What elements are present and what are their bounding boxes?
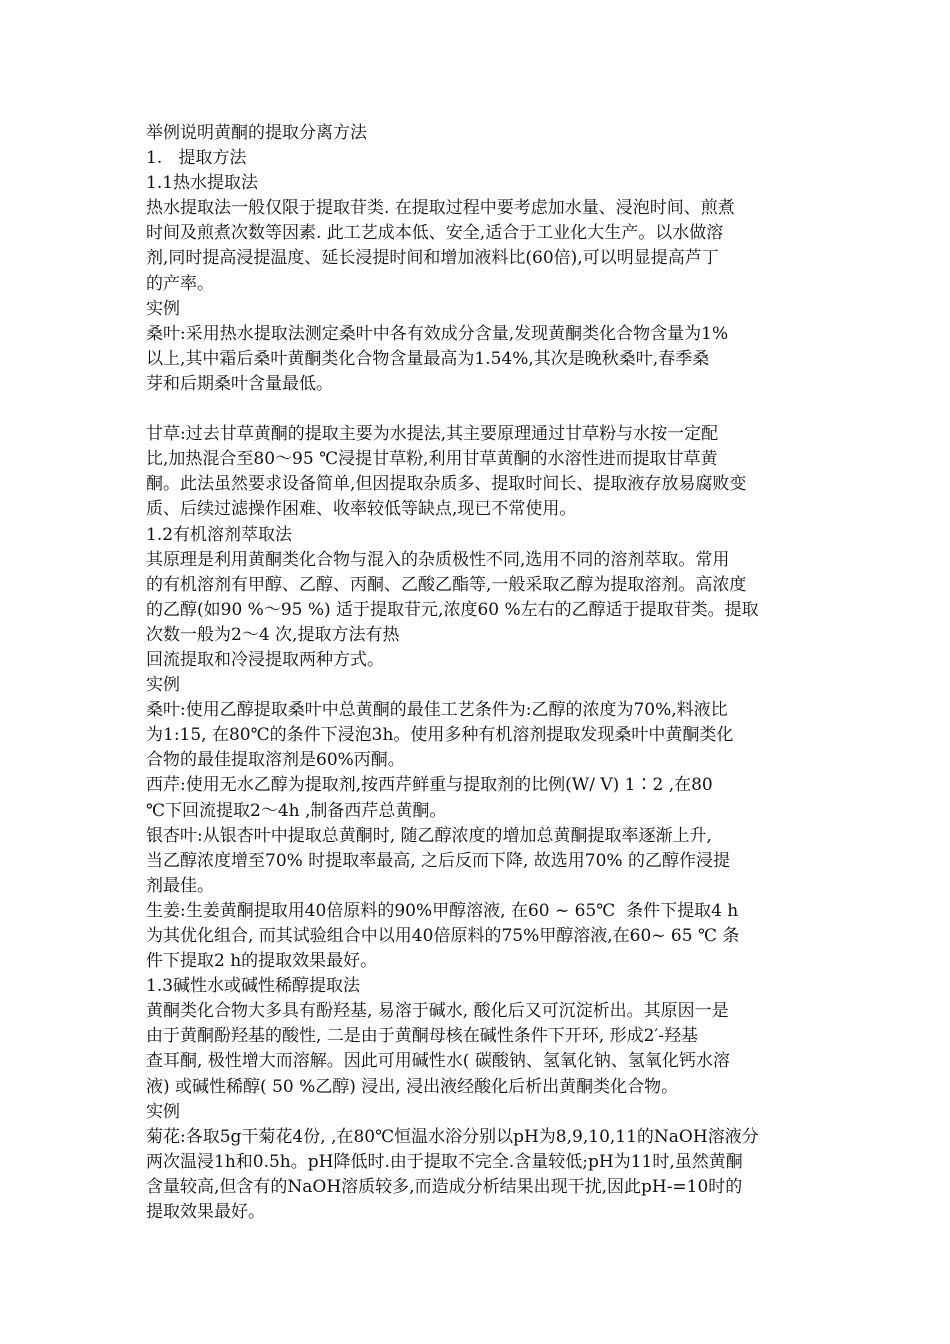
text-line: 为其优化组合, 而其试验组合中以用40倍原料的75%甲醇溶液,在60~ 65 ℃ 条 — [146, 926, 740, 946]
text-line: 实例 — [146, 298, 180, 319]
text-line: 其原理是利用黄酮类化合物与混入的杂质极性不同,选用不同的溶剂萃取。常用 — [146, 549, 730, 570]
text-line: 酮。此法虽然要求设备简单,但因提取杂质多、提取时间长、提取液存放易腐败变 — [146, 474, 747, 495]
text-line: 比,加热混合至80～95 ℃浸提甘草粉,利用甘草黄酮的水溶性进而提取甘草黄 — [146, 449, 718, 470]
text-line: 提取效果最好。 — [146, 1202, 265, 1223]
document-body — [146, 121, 806, 1225]
text-line: 的乙醇(如90 %～95 %) 适于提取苷元,浓度60 %左右的乙醇适于提取苷类。提取 — [146, 599, 759, 620]
text-line: 时间及煎煮次数等因素. 此工艺成本低、安全,适合于工业化大生产。以水做溶 — [146, 223, 724, 244]
text-line: 含量较高,但含有的NaOH溶质较多,而造成分析结果出现干扰,因此pH-=10时的 — [146, 1176, 743, 1197]
text-line: 银杏叶:从银杏叶中提取总黄酮时, 随乙醇浓度的增加总黄酮提取率逐渐上升, — [146, 825, 712, 846]
text-line: 的有机溶剂有甲醇、乙醇、丙酮、乙酸乙酯等,一般采取乙醇为提取溶剂。高浓度 — [146, 574, 747, 595]
text-line: 生姜:生姜黄酮提取用40倍原料的90%甲醇溶液, 在60 ~ 65℃ 条件下提取4 h — [146, 900, 739, 921]
text-line: 剂,同时提高浸提温度、延长浸提时间和增加液料比(60倍),可以明显提高芦丁 — [146, 248, 719, 269]
text-line: 为1:15, 在80℃的条件下浸泡3h。使用多种有机溶剂提取发现桑叶中黄酮类化 — [146, 725, 734, 746]
text-line: 以上,其中霜后桑叶黄酮类化合物含量最高为1.54%,其次是晚秋桑叶,春季桑 — [146, 348, 710, 369]
text-line: 菊花:各取5g干菊花4份, ,在80℃恒温水浴分别以pH为8,9,10,11的NaOH溶液分 — [146, 1126, 759, 1147]
text-line: 实例 — [146, 1101, 180, 1122]
text-line: 桑叶:使用乙醇提取桑叶中总黄酮的最佳工艺条件为:乙醇的浓度为70%,料液比 — [146, 700, 728, 721]
text-line: 1.3碱性水或碱性稀醇提取法 — [146, 976, 361, 997]
text-line: 次数一般为2～4 次,提取方法有热 — [146, 624, 400, 645]
text-line: 件下提取2 h的提取效果最好。 — [146, 951, 378, 972]
text-line: 当乙醇浓度增至70% 时提取率最高, 之后反而下降, 故选用70% 的乙醇作浸提 — [146, 850, 730, 871]
text-line: 举例说明黄酮的提取分离方法 — [146, 123, 367, 143]
text-line: 1.2有机溶剂萃取法 — [146, 524, 293, 545]
text-line: 两次温浸1h和0.5h。pH降低时.由于提取不完全.含量较低;pH为11时,虽然黄酮 — [146, 1151, 743, 1172]
text-line: 质、后续过滤操作困难、收率较低等缺点,现已不常使用。 — [146, 499, 577, 520]
text-line: 黄酮类化合物大多具有酚羟基, 易溶于碱水, 酸化后又可沉淀析出。其原因一是 — [146, 1001, 729, 1022]
text-line: 1.1热水提取法 — [146, 173, 259, 194]
text-line: ℃下回流提取2～4h ,制备西芹总黄酮。 — [146, 800, 447, 821]
text-line: 1. 提取方法 — [146, 148, 247, 169]
text-line: 芽和后期桑叶含量最低。 — [146, 373, 333, 394]
text-line: 液) 或碱性稀醇( 50 %乙醇) 浸出, 浸出液经酸化后析出黄酮类化合物。 — [146, 1076, 679, 1097]
text-line: 的产率。 — [146, 273, 214, 294]
blank-line — [146, 397, 806, 422]
text-line: 实例 — [146, 675, 180, 696]
text-line: 热水提取法一般仅限于提取苷类. 在提取过程中要考虑加水量、浸泡时间、煎煮 — [146, 198, 735, 219]
text-line: 甘草:过去甘草黄酮的提取主要为水提法,其主要原理通过甘草粉与水按一定配 — [146, 424, 719, 445]
text-line: 桑叶:采用热水提取法测定桑叶中各有效成分含量,发现黄酮类化合物含量为1% — [146, 323, 729, 344]
text-line: 合物的最佳提取溶剂是60%丙酮。 — [146, 750, 405, 771]
text-line: 剂最佳。 — [146, 875, 214, 896]
text-line: 由于黄酮酚羟基的酸性, 二是由于黄酮母核在碱性条件下开环, 形成2′-羟基 — [146, 1026, 699, 1047]
text-line: 回流提取和冷浸提取两种方式。 — [146, 649, 384, 670]
text-line: 西芹:使用无水乙醇为提取剂,按西芹鲜重与提取剂的比例(W/ V) 1∶2 ,在80 — [146, 775, 713, 796]
text-line: 查耳酮, 极性增大而溶解。因此可用碱性水( 碳酸钠、氢氧化钠、氢氧化钙水溶 — [146, 1051, 730, 1072]
